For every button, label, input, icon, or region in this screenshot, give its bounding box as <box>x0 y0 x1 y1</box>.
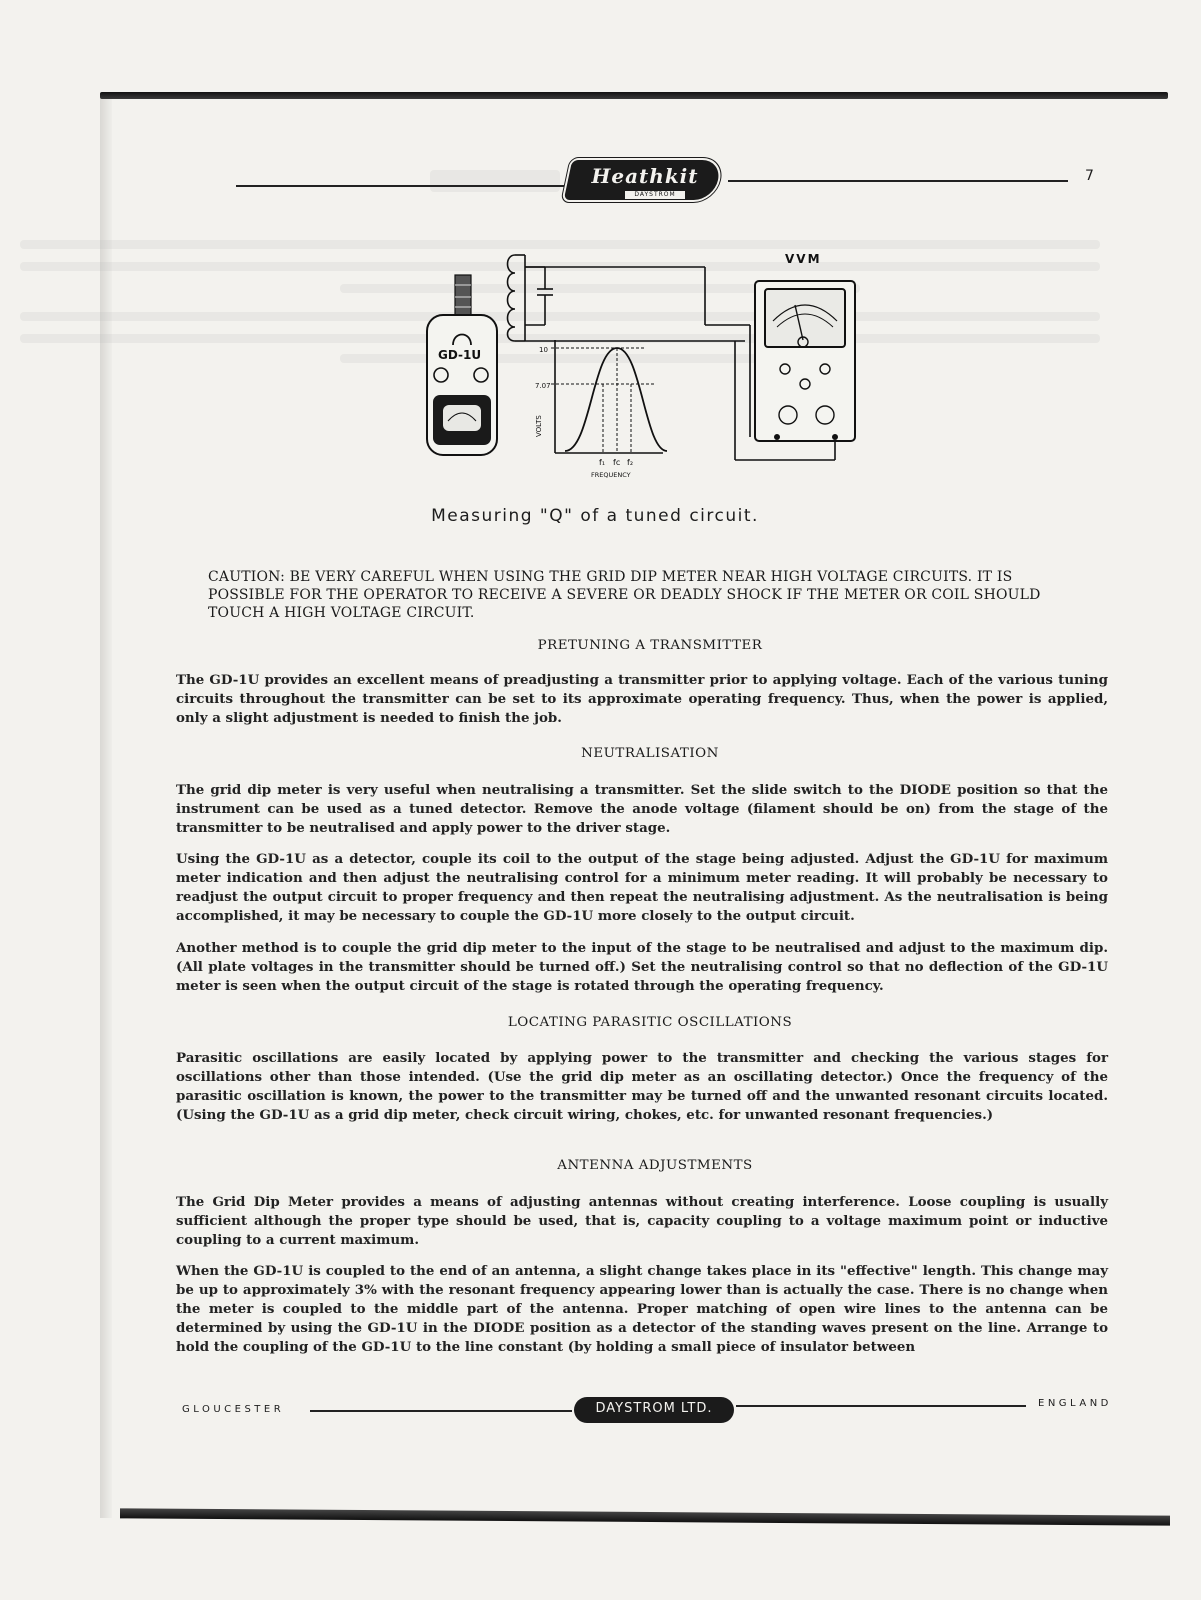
graph-level-707: 7.07 <box>535 382 551 390</box>
footer-rule-right <box>736 1405 1026 1407</box>
parasitic-paragraph: Parasitic oscillations are easily located by applying power to the transmitter and checking the various stages for oscillations other than those intended. (Use the grid dip meter as an oscillating detector.) Once the frequency of the parasitic oscillation is known, the power to the transmitter may be turned off and the unwanted resonant circuits located. (Using the GD-1U as a grid dip meter, check circuit wiring, chokes, etc. for unwanted resonant frequencies.) <box>176 1050 1108 1123</box>
resonance-graph <box>551 340 667 453</box>
graph-y-axis-label: VOLTS <box>535 415 543 437</box>
vvm-label: VVM <box>785 252 822 266</box>
pretuning-paragraph: The GD-1U provides an excellent means of preadjusting a transmitter prior to applying voltage. Each of the various tuning circuits throughout the transmitter can be set to its approximate operating frequency. Thus, when the power is applied, only a slight adjustment is needed to finish the job. <box>176 672 1108 726</box>
grid-dip-meter-icon <box>427 275 497 455</box>
q-measurement-diagram <box>405 245 865 490</box>
graph-f2-label: f₂ <box>627 458 634 467</box>
instrument-label: GD-1U <box>438 348 482 362</box>
heading-parasitic: LOCATING PARASITIC OSCILLATIONS <box>507 1015 793 1030</box>
page-fold-shadow <box>100 98 112 1518</box>
graph-level-10: 10 <box>539 346 548 354</box>
antenna-paragraph-2: When the GD-1U is coupled to the end of an antenna, a slight change takes place in its "effective" length. This change may be up to approximately 3% with the resonant frequency appearing lower than is actually the case. There is no change when the meter is coupled to the middle part of the antenna. Proper matching of open wire lines to the antenna can be determined by using the GD-1U in the DIODE position as a detector of the standing waves present on the line. Arrange to hold the coupling of the GD-1U to the line constant (by holding a small piece of insulator between <box>176 1263 1108 1355</box>
coil-icon <box>508 255 516 341</box>
footer-city: GLOUCESTER <box>182 1404 285 1415</box>
graph-x-axis-label: FREQUENCY <box>591 471 631 479</box>
antenna-paragraph-1: The Grid Dip Meter provides a means of adjusting antennas without creating interference. Loose coupling is usually sufficient although the proper type should be used, that is, capacity coupling to a voltage maximum point or inductive coupling to a current maximum. <box>176 1194 1108 1248</box>
page-top-edge <box>100 92 1168 99</box>
neutralisation-paragraph-2: Using the GD-1U as a detector, couple its coil to the output of the stage being adjusted. Adjust the GD-1U for maximum meter indication and then adjust the neutralising control for a minimum meter reading. It will probably be necessary to readjust the output circuit to proper frequency and then repeat the neutralising adjustment. As the neutralisation is being accomplished, it may be necessary to couple the GD-1U more closely to the output circuit. <box>176 851 1108 924</box>
heading-pretuning: PRETUNING A TRANSMITTER <box>537 638 763 653</box>
page-number: 7 <box>1085 168 1094 184</box>
figure-caption: Measuring "Q" of a tuned circuit. <box>431 506 759 526</box>
heathkit-logo-text: Heathkit <box>591 164 699 188</box>
vvm-meter-icon <box>755 281 855 441</box>
footer-company: DAYSTROM LTD. <box>595 1401 713 1416</box>
neutralisation-paragraph-1: The grid dip meter is very useful when neutralising a transmitter. Set the slide switch to the DIODE position so that the instrument can be used as a tuned detector. Remove the anode voltage (filament should be on) from the stage of the transmitter to be neutralised and apply power to the driver stage. <box>176 782 1108 836</box>
page-bottom-edge <box>120 1508 1170 1525</box>
daystrom-logo-sub: DAYSTROM <box>625 191 685 199</box>
neutralisation-paragraph-3: Another method is to couple the grid dip meter to the input of the stage to be neutralised and adjust to the maximum dip. (All plate voltages in the transmitter should be turned off.) Set the neutralising control so that no deflection of the GD-1U meter is seen when the output circuit of the stage is rotated through the operating frequency. <box>176 940 1108 994</box>
footer-rule-left <box>310 1410 572 1412</box>
header-rule-left <box>236 185 566 187</box>
caution-warning: CAUTION: BE VERY CAREFUL WHEN USING THE GRID DIP METER NEAR HIGH VOLTAGE CIRCUITS. IT IS POSSIBLE FOR THE OPERATOR TO RECEIVE A SEVERE OR DEADLY SHOCK IF THE METER OR COIL SHOULD TOUCH A HIGH VOLTAGE CIRCUIT. <box>208 569 1041 621</box>
graph-fc-label: fc <box>613 458 621 467</box>
header-rule-right <box>728 180 1068 182</box>
footer-country: ENGLAND <box>1038 1398 1112 1409</box>
heading-antenna: ANTENNA ADJUSTMENTS <box>557 1158 753 1173</box>
heading-neutralisation: NEUTRALISATION <box>581 746 719 761</box>
graph-f1-label: f₁ <box>599 458 606 467</box>
